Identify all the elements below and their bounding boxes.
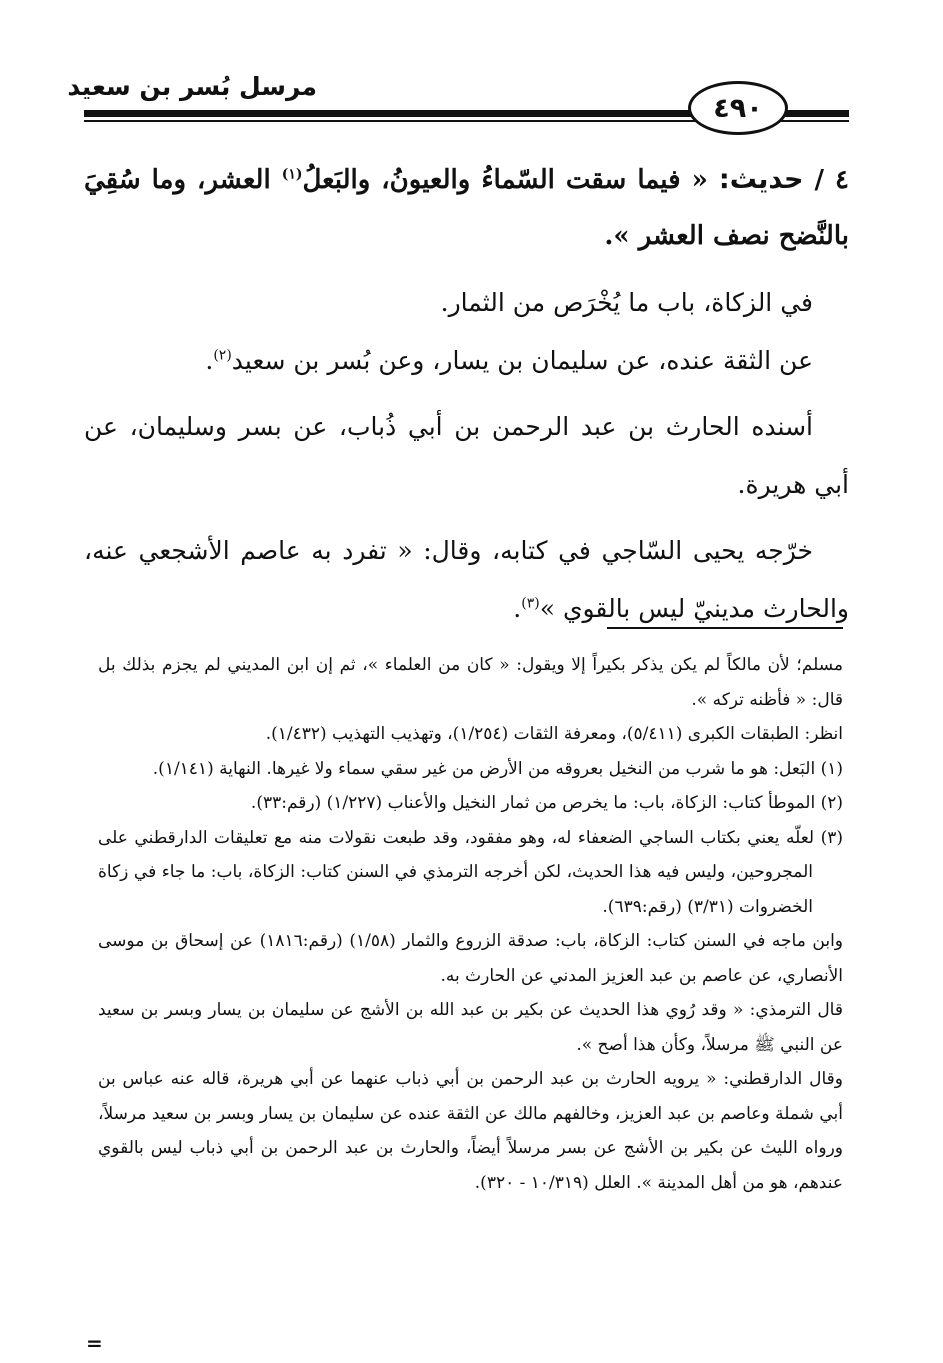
footnote-continuation-refs: انظر: الطبقات الكبرى (٥/٤١١)، ومعرفة الثقات (١/٢٥٤)، وتهذيب التهذيب (١/٤٣٢). (265, 724, 843, 744)
page-number: ٤٩٠ (688, 81, 788, 135)
footnote-marker: (٢) (213, 347, 232, 364)
chain-end: . (205, 346, 214, 375)
main-text (84, 152, 849, 638)
source-line: في الزكاة، باب ما يُخْرَص من الثمار. (440, 288, 813, 317)
takhrij-text: خرّجه يحيى السّاجي في كتابه، وقال: « تفرد به عاصم الأشجعي عنه، والحارث مدينيّ ليس بالقوي » (84, 536, 849, 623)
footnote-marker: (٣) (521, 595, 540, 612)
footnote-daraqutni: وقال الدارقطني: « يرويه الحارث بن عبد الرحمن بن أبي ذباب عنهما عن أبي هريرة، قاله عنه عباس بن أبي شملة وعاصم بن عبد العزيز، وخالفهم مالك عن الثقة عنده عن سليمان بن يسار وبسر بن سعيد مرسلاً، ورواه الليث عن بكير بن الأشج عن بسر مرسلاً أيضاً، والحارث بن عبد الرحمن بن أبي ذباب ليس بالقوي عندهم، هو من أهل المدينة ». العلل (١٠/٣١٩ - ٣٢٠). (98, 1069, 844, 1193)
footnote-separator (607, 627, 843, 629)
hadith-statement (84, 152, 849, 264)
footnote-ibn-majah: وابن ماجه في السنن كتاب: الزكاة، باب: صدقة الزروع والثمار (١/٥٨) (رقم:١٨١٦) عن إسحاق بن موسى الأنصاري، عن عاصم بن عبد العزيز المدني عن الحارث به. (98, 931, 844, 986)
takhrij-end: . (513, 594, 522, 623)
footnote-2: (٢) الموطأ كتاب: الزكاة، باب: ما يخرص من ثمار النخيل والأعناب (١/٢٢٧) (رقم:٣٣). (250, 793, 843, 813)
footnote-3: (٣) لعلّه يعني بكتاب الساجي الضعفاء له، وهو مفقود، وقد طبعت نقولات منه مع تعليقات الدارقطني على المجروحين، وليس فيه هذا الحديث، لكن أخرجه الترمذي في السنن كتاب: الزكاة، باب: ما جاء في زكاة الخضروات (٣/٣١) (رقم:٦٣٩). (98, 827, 843, 917)
footnotes (98, 648, 843, 1200)
running-header-title: مرسل بُسر بن سعيد (67, 72, 317, 101)
isnad-paragraph: أسنده الحارث بن عبد الرحمن بن أبي ذُباب، عن بسر وسليمان، عن أبي هريرة. (84, 412, 849, 499)
hadith-number: ٤ / (814, 165, 849, 195)
takhrij-paragraph (84, 522, 849, 638)
footnote-marker: (١) (281, 166, 303, 183)
hadith-text: « فيما سقت السّماءُ والعيونُ، والبَعلُ (302, 165, 708, 195)
hadith-text-end: العشر، وما سُقِيَ بالنَّضح نصف العشر ». (84, 165, 849, 251)
chain-text: عن الثقة عنده، عن سليمان بن يسار، وعن بُسر بن سعيد (231, 346, 813, 375)
footnote-1: (١) البَعل: هو ما شرب من النخيل بعروقه من الأرض من غير سقي سماء ولا غيرها. النهاية (١/١٤١). (152, 758, 843, 779)
hadith-keyword: حديث: (718, 164, 804, 195)
continuation-mark: = (86, 1331, 103, 1355)
footnote-continuation: مسلم؛ لأن مالكاً لم يكن يذكر بكيراً إلا ويقول: « كان من العلماء »، ثم إن ابن المديني لم يجزم بذلك بل قال: « فأظنه تركه ». (98, 655, 843, 710)
footnote-tirmidhi: قال الترمذي: « وقد رُوي هذا الحديث عن بكير بن عبد الله بن الأشج عن سليمان بن يسار وبسر بن سعيد عن النبي ﷺ مرسلاً، وكأن هذا أصح ». (98, 1000, 843, 1055)
chain-line (84, 332, 849, 390)
